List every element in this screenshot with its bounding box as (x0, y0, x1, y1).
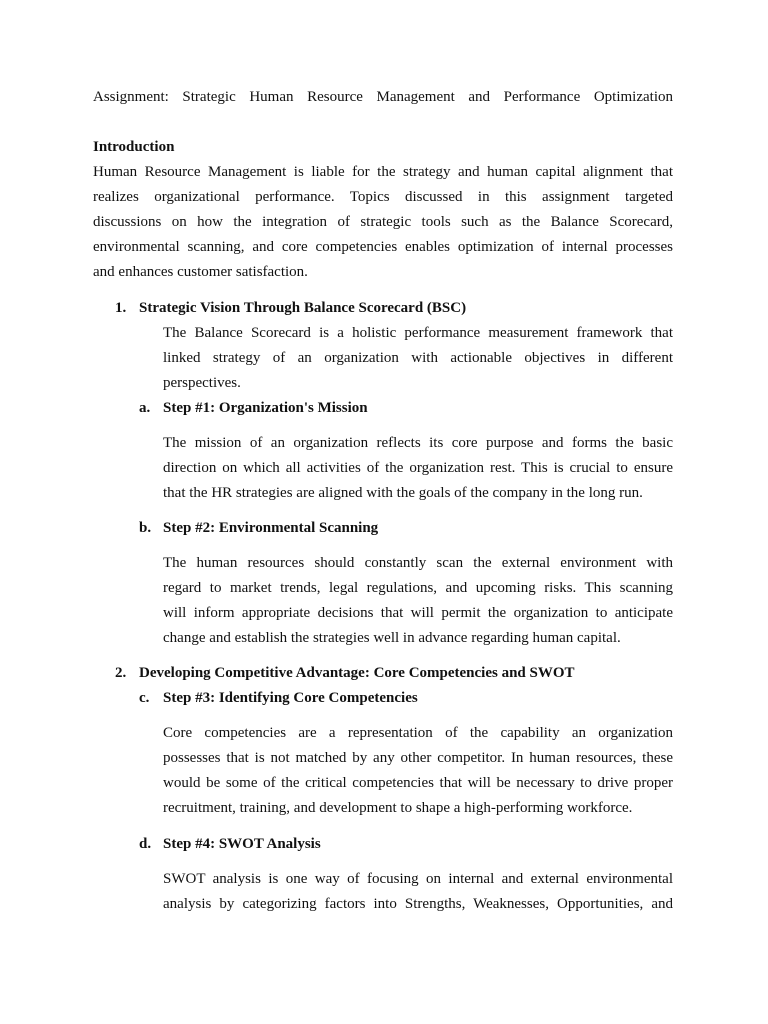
section-heading-text: Strategic Vision Through Balance Scorecard (BSC) (139, 300, 467, 316)
step-b-line: The human resources should constantly scan the external environment with (163, 555, 673, 571)
section-number: 2. (115, 665, 127, 681)
step-heading-text: Step #3: Identifying Core Competencies (163, 690, 418, 706)
document-title: Assignment: Strategic Human Resource Management and Performance Optimization (93, 89, 673, 105)
section-2-heading (115, 664, 575, 682)
step-heading-text: Step #2: Environmental Scanning (163, 520, 379, 536)
step-c-line: recruitment, training, and development to shape a high-performing workforce. (163, 800, 633, 816)
section-1-line: The Balance Scorecard is a holistic performance measurement framework that (163, 325, 673, 341)
step-c-heading (139, 689, 418, 707)
section-heading-text: Developing Competitive Advantage: Core Competencies and SWOT (139, 665, 575, 681)
step-a-line: that the HR strategies are aligned with the goals of the company in the long run. (163, 485, 643, 501)
step-d-line: analysis by categorizing factors into Strengths, Weaknesses, Opportunities, and (163, 896, 673, 912)
step-letter: d. (139, 836, 152, 852)
step-a-line: direction on which all activities of the organization rest. This is crucial to ensure (163, 460, 673, 476)
step-c-line: Core competencies are a representation of the capability an organization (163, 725, 673, 741)
step-c-line: would be some of the critical competencies that will be necessary to drive proper (163, 775, 673, 791)
section-1-line: linked strategy of an organization with actionable objectives in different (163, 350, 673, 366)
section-1-heading (115, 299, 466, 317)
intro-heading: Introduction (93, 139, 175, 155)
intro-line: discussions on how the integration of strategic tools such as the Balance Scorecard, (93, 214, 673, 230)
step-a-line: The mission of an organization reflects its core purpose and forms the basic (163, 435, 673, 451)
step-letter: a. (139, 400, 151, 416)
step-b-line: regard to market trends, legal regulations, and upcoming risks. This scanning (163, 580, 673, 596)
section-1-line: perspectives. (163, 375, 241, 391)
step-b-line: change and establish the strategies well in advance regarding human capital. (163, 630, 621, 646)
step-letter: c. (139, 690, 150, 706)
section-number: 1. (115, 300, 127, 316)
step-heading-text: Step #4: SWOT Analysis (163, 836, 321, 852)
step-letter: b. (139, 520, 152, 536)
step-a-heading (139, 399, 368, 417)
step-c-line: possesses that is not matched by any other competitor. In human resources, these (163, 750, 673, 766)
intro-line: Human Resource Management is liable for the strategy and human capital alignment that (93, 164, 673, 180)
step-heading-text: Step #1: Organization's Mission (163, 400, 368, 416)
intro-line: realizes organizational performance. Topics discussed in this assignment targeted (93, 189, 673, 205)
intro-line: environmental scanning, and core competencies enables optimization of internal processes (93, 239, 673, 255)
step-d-heading (139, 835, 321, 853)
step-b-heading (139, 519, 378, 537)
step-d-line: SWOT analysis is one way of focusing on internal and external environmental (163, 871, 673, 887)
intro-line: and enhances customer satisfaction. (93, 264, 308, 280)
step-b-line: will inform appropriate decisions that will permit the organization to anticipate (163, 605, 673, 621)
